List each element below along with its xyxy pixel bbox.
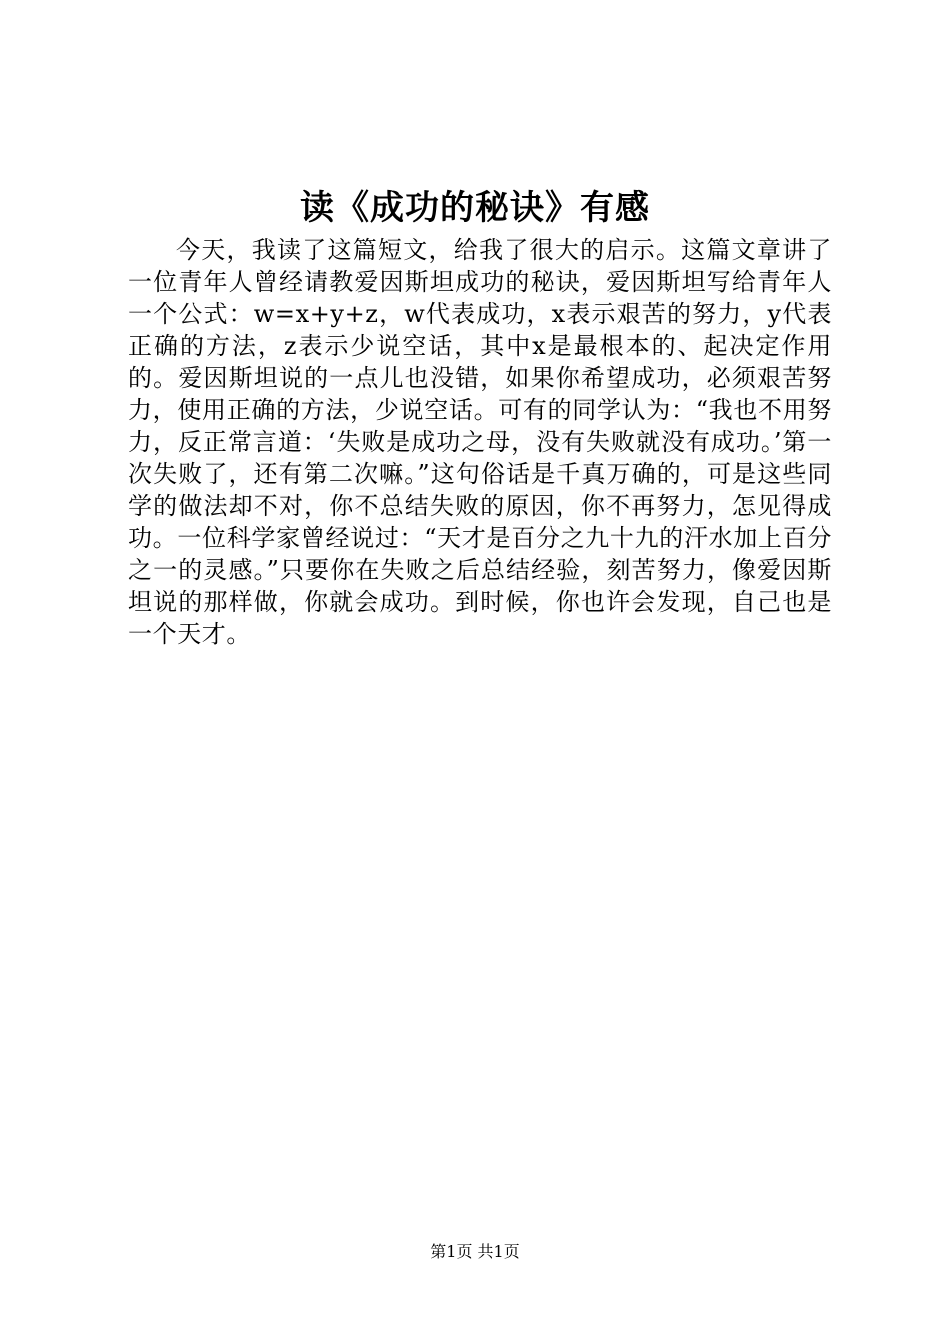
body-paragraph: 今天，我读了这篇短文，给我了很大的启示。这篇文章讲了一位青年人曾经请教爱因斯坦成功的秘诀，爱因斯坦写给青年人一个公式：w=x+y+z，w代表成功，x表示艰苦的努力，y代表正确的方法，z表示少说空话，其中x是最根本的、起决定作用的。爱因斯坦说的一点儿也没错，如果你希望成功，必须艰苦努力，使用正确的方法，少说空话。可有的同学认为：“我也不用努力，反正常言道：‘失败是成功之母，没有失败就没有成功。’第一次失败了，还有第二次嘛。”这句俗话是千真万确的，可是这些同学的做法却不对，你不总结失败的原因，你不再努力，怎见得成功。一位科学家曾经说过：“天才是百分之九十九的汗水加上百分之一的灵感。”只要你在失败之后总结经验，刻苦努力，像爱因斯坦说的那样做，你就会成功。到时候，你也许会发现，自己也是一个天才。 bbox=[128, 236, 832, 648]
page-title: 读《成功的秘诀》有感 bbox=[300, 188, 650, 228]
page-number-footer: 第1页 共1页 bbox=[430, 1242, 520, 1261]
